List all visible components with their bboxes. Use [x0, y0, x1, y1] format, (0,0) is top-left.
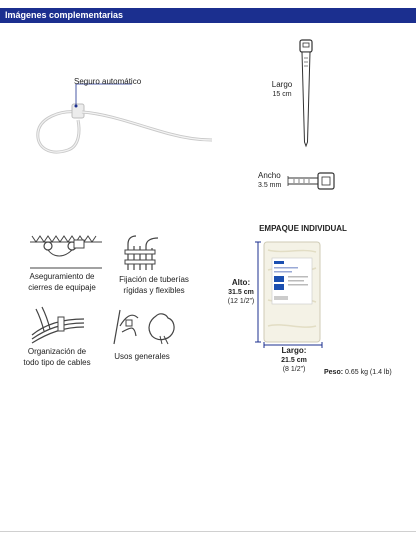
- package-weight: [324, 368, 392, 377]
- section-header-title: Imágenes complementarias: [5, 10, 124, 20]
- luggage-zipper-icon: [28, 232, 104, 270]
- cable-bundle-icon: [30, 305, 86, 345]
- package-height-imperial: (12 1/2”): [227, 298, 255, 305]
- package-height-value: 31.5 cm: [228, 289, 254, 296]
- package-length-value: 21.5 cm: [281, 357, 307, 364]
- use-label-cables-line1: Organización de: [27, 347, 87, 356]
- use-label-luggage-line1: Aseguramiento de: [29, 272, 95, 281]
- use-label-pipes-line2: rígidas y flexibles: [123, 286, 185, 295]
- cable-tie-vertical-icon: [296, 38, 316, 148]
- package-length-label: Largo:: [281, 346, 307, 355]
- package-title: EMPAQUE INDIVIDUAL: [259, 224, 347, 233]
- bottom-divider: [0, 531, 416, 532]
- package-length-imperial: (8 1/2”): [282, 366, 306, 373]
- use-label-pipes-line1: Fijación de tuberías: [119, 275, 189, 284]
- auto-lock-callout-label: Seguro automático: [74, 77, 142, 86]
- length-value: 15 cm: [272, 91, 292, 98]
- package-bag-image: [262, 240, 322, 344]
- package-weight-value: 0.65 kg (1.4 lb): [345, 369, 392, 376]
- pipe-bundle-icon: [122, 232, 170, 272]
- length-label: Largo: [271, 80, 293, 89]
- use-label-general: Usos generales: [114, 352, 170, 361]
- cable-tie-width-icon: [284, 170, 340, 192]
- width-label: Ancho: [258, 171, 281, 180]
- general-use-icon: [110, 306, 182, 346]
- package-weight-label: Peso:: [324, 369, 344, 376]
- width-value: 3.5 mm: [258, 182, 282, 189]
- use-label-luggage-line2: cierres de equipaje: [28, 283, 96, 292]
- package-height-label: Alto:: [231, 278, 251, 287]
- use-label-cables-line2: todo tipo de cables: [23, 358, 91, 367]
